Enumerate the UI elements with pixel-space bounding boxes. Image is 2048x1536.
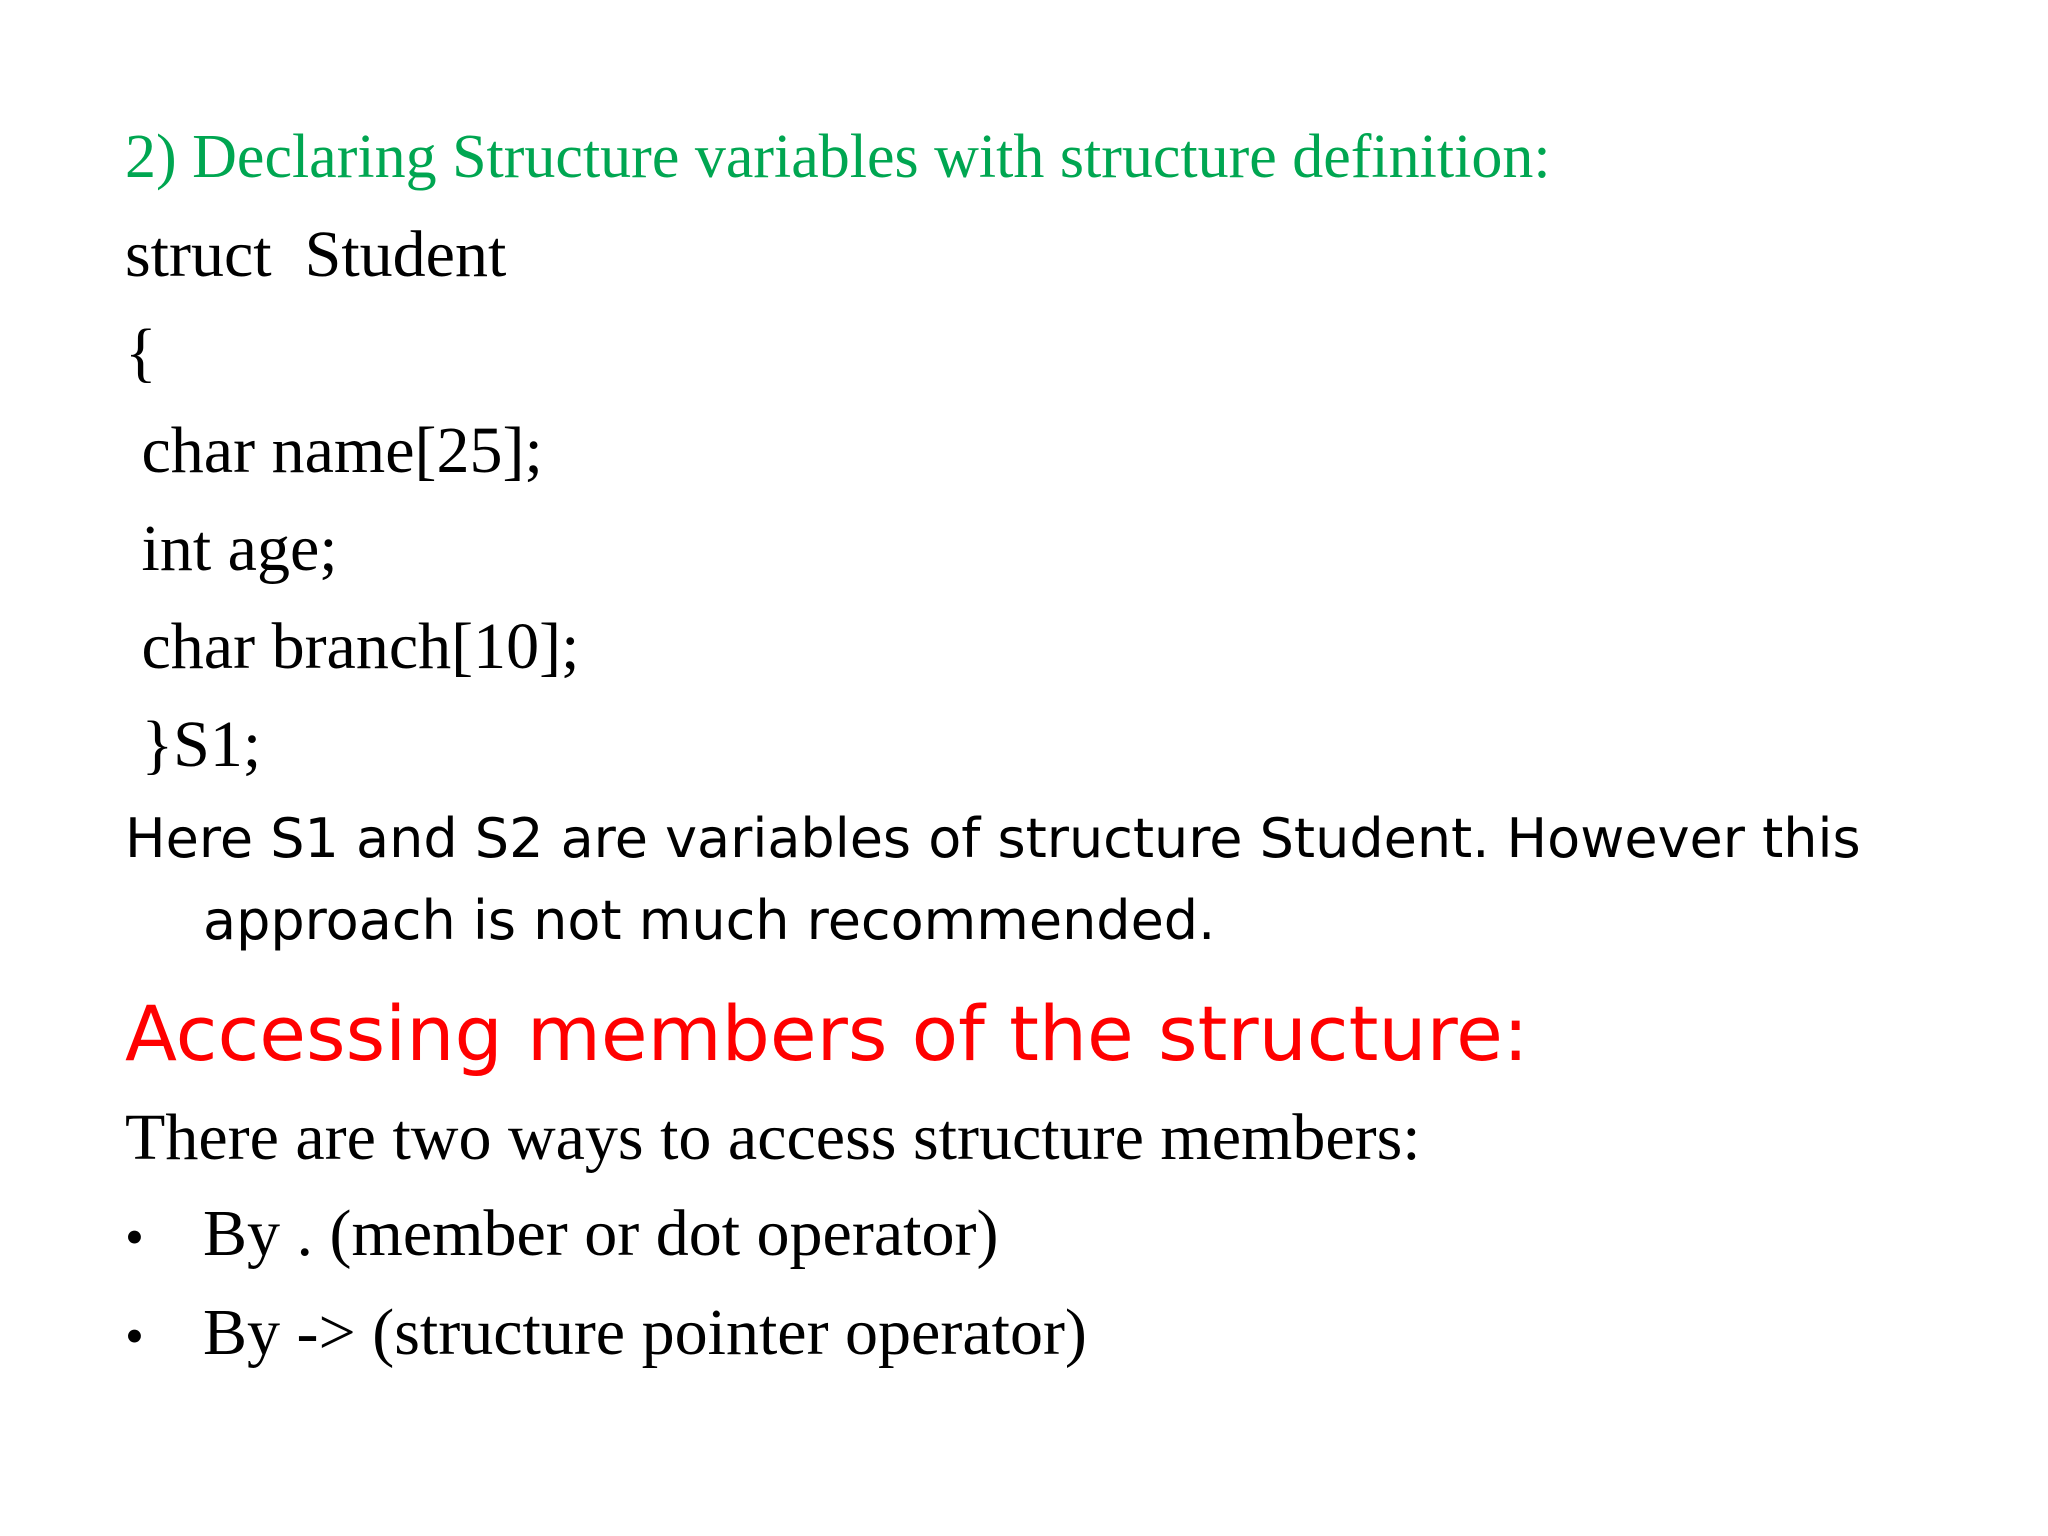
code-block — [125, 206, 1945, 794]
code-line: { — [125, 316, 157, 389]
code-line: struct Student — [125, 218, 507, 291]
access-heading: Accessing members of the structure: — [125, 989, 1529, 1078]
bullet-text: By -> (structure pointer operator) — [203, 1296, 1087, 1369]
note-paragraph: Here S1 and S2 are variables of structure Student. However this approach is not much recommended. — [125, 807, 1861, 952]
section-heading: 2) Declaring Structure variables with structure definition: — [125, 123, 1551, 191]
slide-content — [125, 108, 1945, 1384]
access-intro: There are two ways to access structure members: — [125, 1101, 1421, 1174]
bullet-icon: • — [125, 1207, 144, 1267]
bullet-text: By . (member or dot operator) — [203, 1197, 999, 1270]
code-line: }S1; — [125, 708, 262, 781]
code-line: char branch[10]; — [125, 610, 580, 683]
bullet-icon: • — [125, 1306, 144, 1366]
bullet-list — [125, 1186, 1945, 1384]
code-line: int age; — [125, 512, 338, 585]
list-item — [125, 1186, 1945, 1285]
code-line: char name[25]; — [125, 414, 543, 487]
list-item — [125, 1285, 1945, 1384]
